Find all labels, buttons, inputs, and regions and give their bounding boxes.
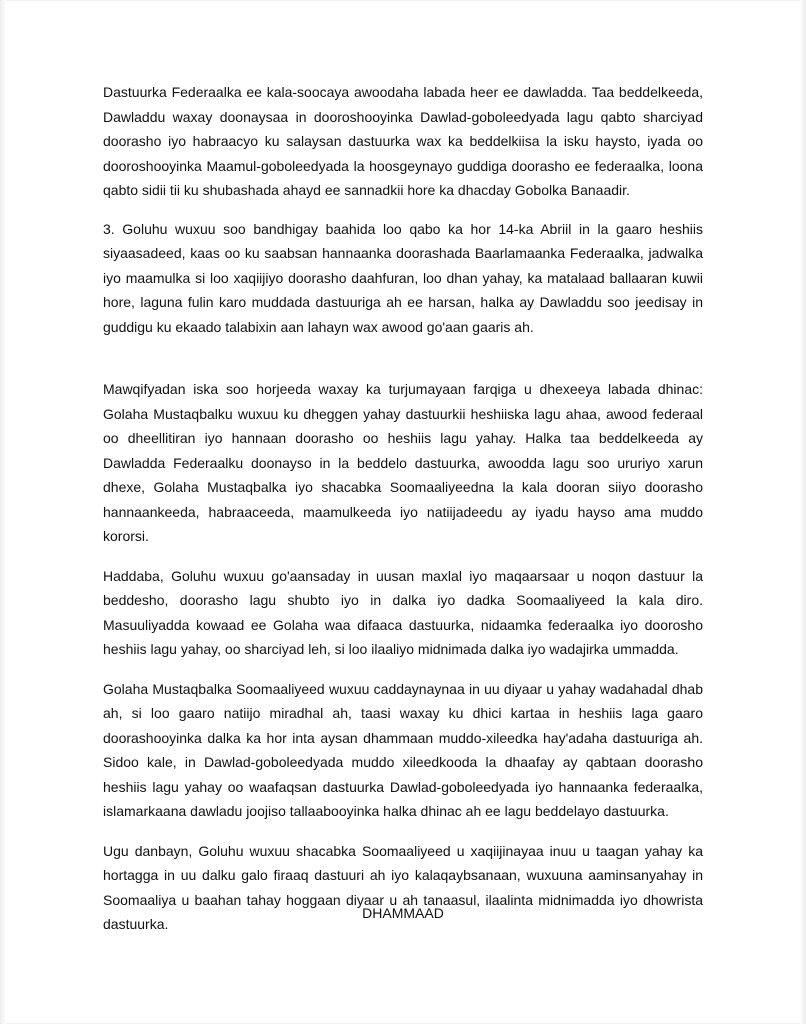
paragraph-1: Dastuurka Federaalka ee kala-soocaya awoodaha labada heer ee dawladda. Taa beddelkeeda, Dawladdu waxay doonaysaa in dooroshooyinka Dawlad-goboleedyada lagu qabto sharciyad doorasho iyo habraacyo ku salaysan dastuurka wax ka beddelkiisa la isku haysto, iyada oo dooroshooyinka Maamul-goboleedyada la hoosgeynayo guddiga doorasho ee federaalka, loona qabto sidii tii ku shubashada ahayd ee sannadkii hore ka dhacday Gobolka Banaadir. xyxy=(103,84,703,198)
document-body xyxy=(103,80,703,937)
closing-mark: DHAMMAAD xyxy=(362,905,444,921)
paragraph-4: Haddaba, Goluhu wuxuu go'aansaday in uusan maxlal iyo maqaarsaar u noqon dastuur la beddesho, doorasho lagu shubto iyo in dalka iyo dadka Soomaaliyeed la kala diro. Masuuliyadda kowaad ee Golaha waa difaaca dastuurka, nidaamka federaalka iyo doorosho heshiis lagu yahay, oo sharciyad leh, si loo ilaaliyo midnimada dalka iyo wadajirka ummadda. xyxy=(103,567,703,657)
paragraph-2: 3. Goluhu wuxuu soo bandhigay baahida loo qabo ka hor 14-ka Abriil in la gaaro heshiis siyaasadeed, kaas oo ku saabsan hannaanka doorashada Baarlamaanka Federaalka, jadwalka iyo maamulka si loo xaqiijiyo doorasho daahfuran, loo dhan yahay, ka matalaad ballaaran kuwii hore, laguna fulin karo muddada dastuuriga ah ee harsan, halka ay Dawladdu soo jeedisay in guddigu ku ekaado talabixin aan lahayn wax awood go'aan gaaris ah. xyxy=(103,220,703,335)
page-edge-right xyxy=(800,0,806,1024)
paragraph-5: Golaha Mustaqbalka Soomaaliyeed wuxuu caddaynaynaa in uu diyaar u yahay wadahadal dhab ah, si loo gaaro natiijo miradhal ah, taasi waxay ku dhici kartaa in heshiis laga gaaro doorashooyinka dalka ka hor inta aysan dhammaan muddo-xileedka hay'adaha dastuuriga ah. Sidoo kale, in Dawlad-goboleedyada muddo xileedkooda la dhaafay ay qabtaan doorasho heshiis lagu yahay oo waafaqsan dastuurka Dawlad-goboleedyada iyo hannaanka federaalka, islamarkaana dawladu joojiso tallaabooyinka halka dhinac ah ee lagu beddelayo dastuurka. xyxy=(103,680,703,819)
page-edge-left xyxy=(0,0,6,1024)
paragraph-3: Mawqifyadan iska soo horjeeda waxay ka turjumayaan farqiga u dhexeeya labada dhinac: Golaha Mustaqbalku wuxuu ku dheggen yahay dastuurkii heshiiska lagu ahaa, awood federaal oo dheellitiran iyo hannaan doorasho oo heshiis lagu yahay. Halka taa beddelkeeda ay Dawladda Federaalku doonayso in la beddelo dastuurka, awoodda lagu soo ururiyo xarun dhexe, Golaha Mustaqbalka iyo shacabka Soomaaliyeedna la kala dooran siiyo doorasho hannaankeeda, habraaceeda, maamulkeeda iyo natiijadeedu ay iyadu hayso ama muddo kororsi. xyxy=(103,381,703,544)
paragraph-6: Ugu danbayn, Goluhu wuxuu shacabka Soomaaliyeed u xaqiijinayaa inuu u taagan yahay ka hortagga in uu dalku galo firaaq dastuuri ah iyo kalaqaybsanaan, wuxuuna aaminsanyahay in Soomaaliya u baahan tahay hoggaan diyaar u ah tanaasul, ilaalinta midnimadda iyo dhowrista dastuurka. xyxy=(103,842,703,932)
